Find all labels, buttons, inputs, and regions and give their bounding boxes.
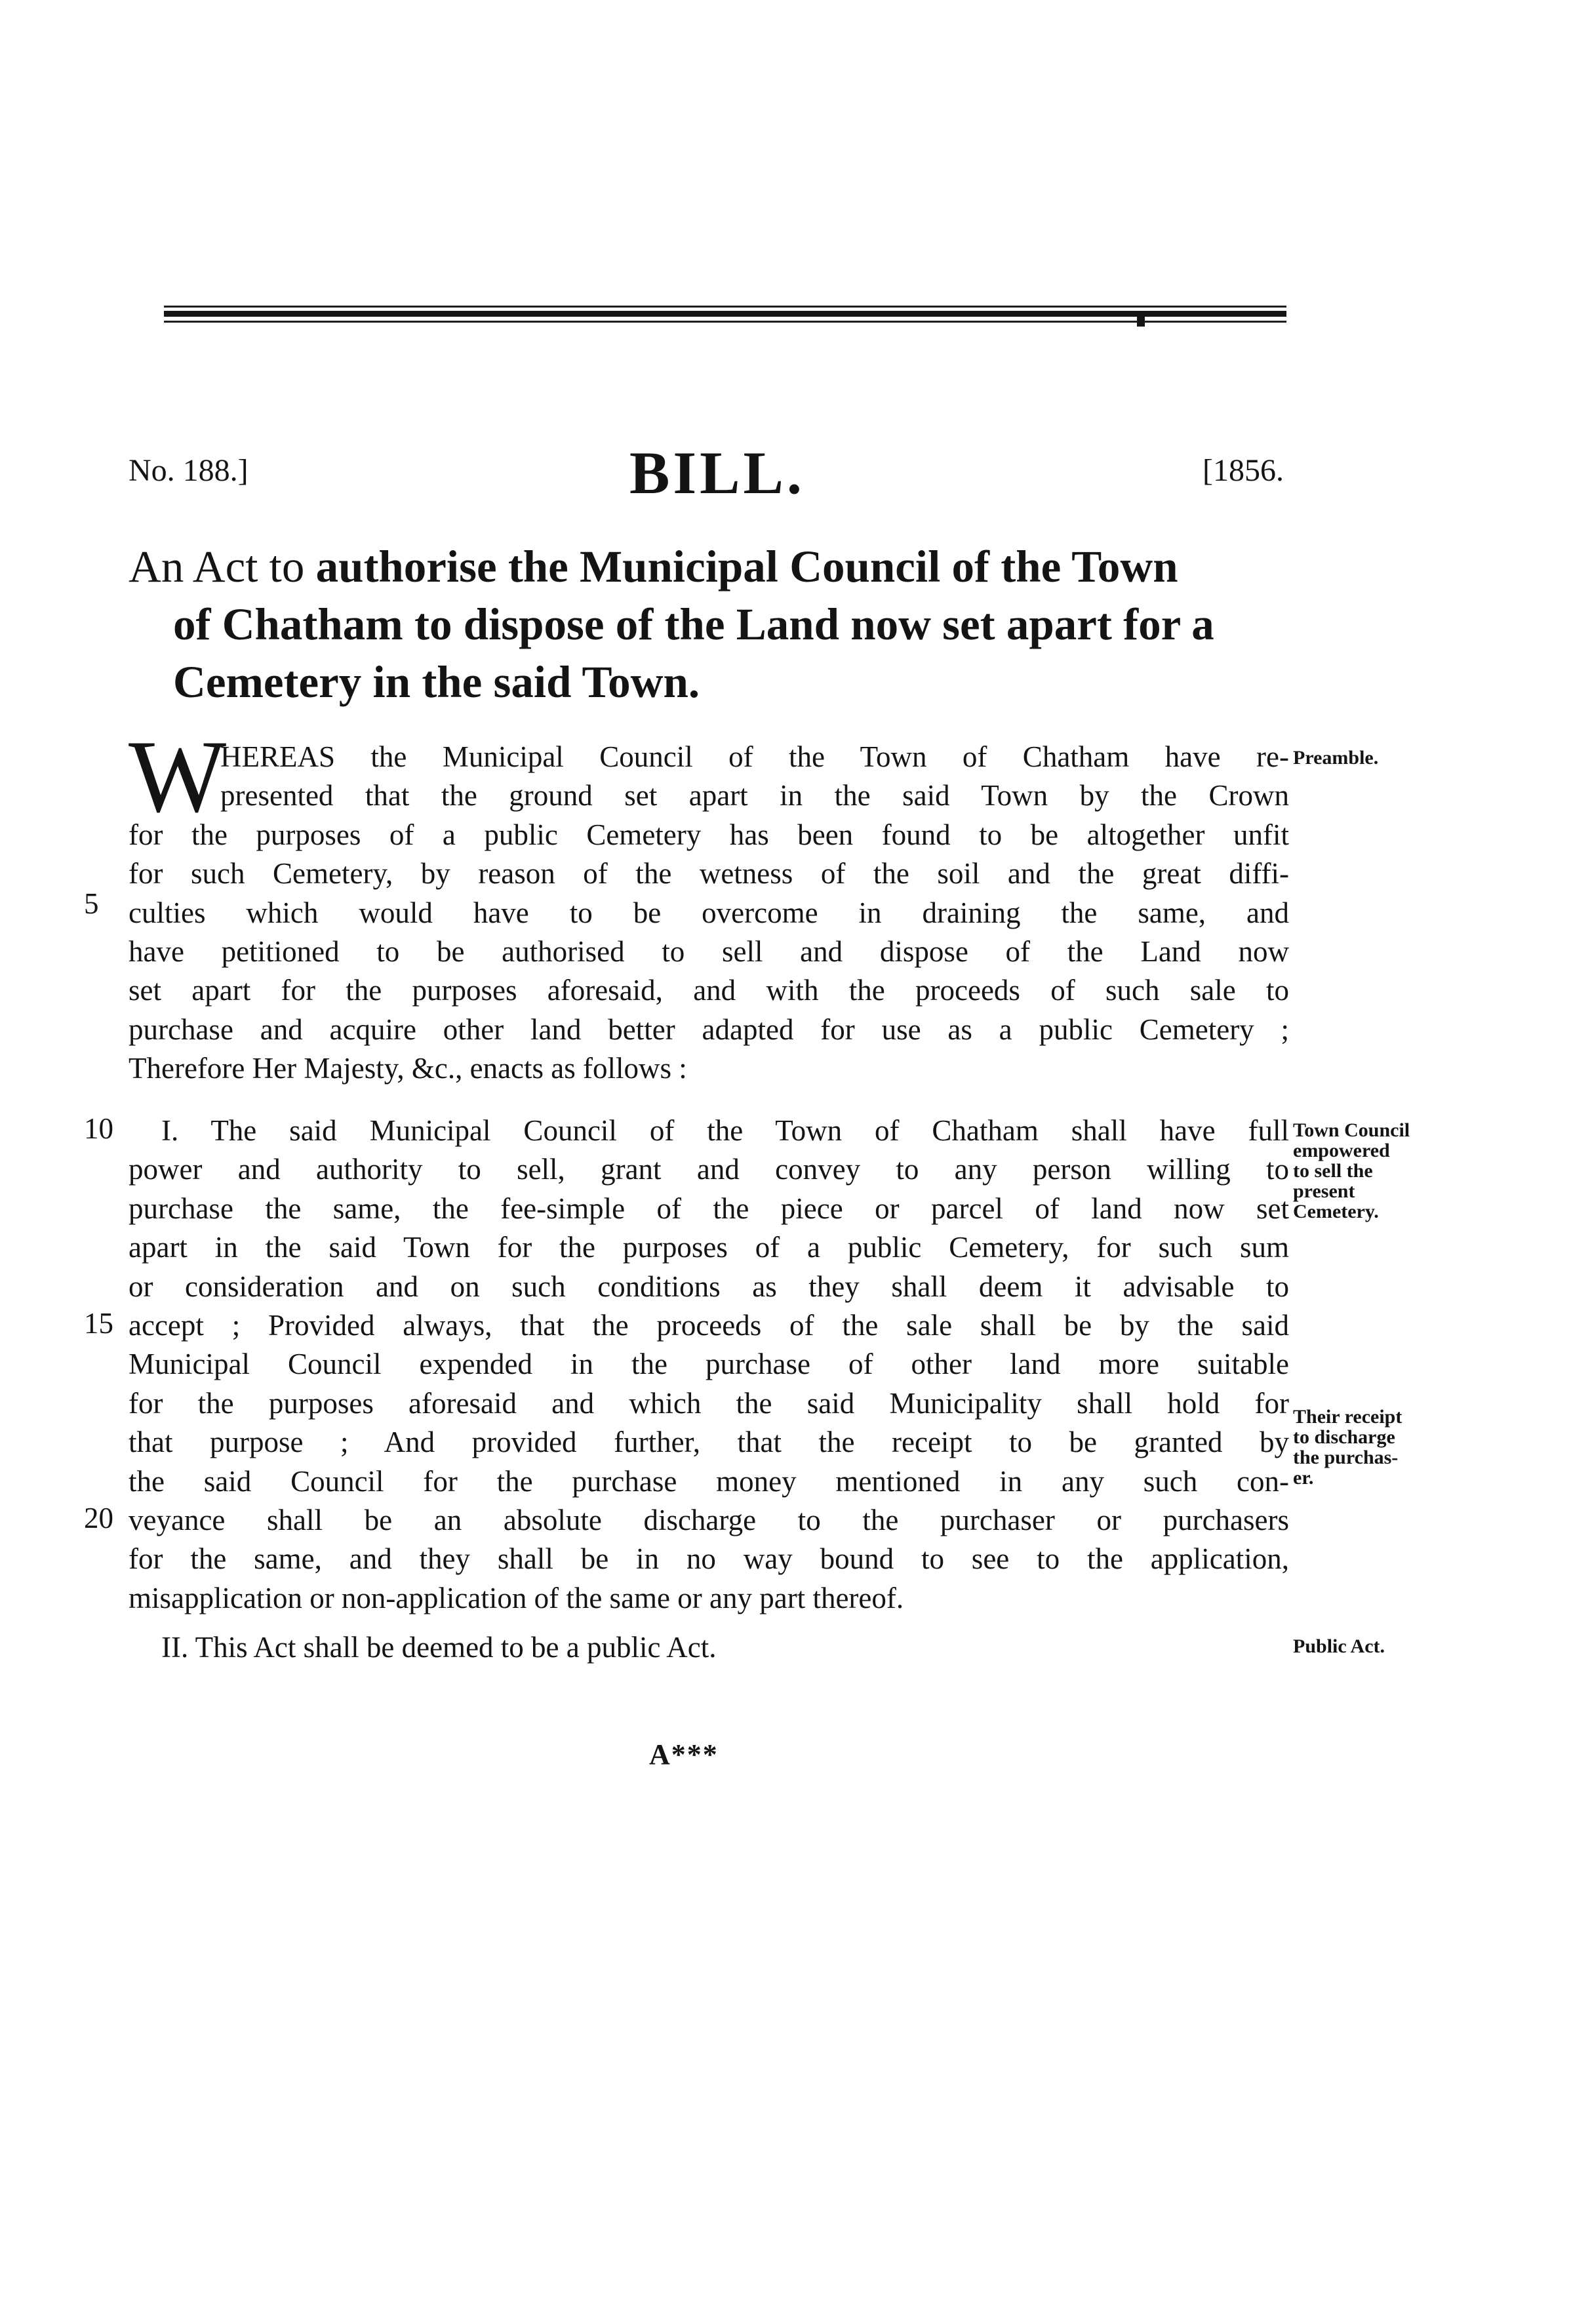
header-rule-bottom	[164, 321, 1286, 323]
section-1-line: Municipal Council expended in the purchase of other land more suitable	[129, 1348, 1289, 1381]
header-rule-top	[164, 306, 1286, 308]
preamble-line: for the purposes of a public Cemetery has been found to be altogether unfit	[129, 818, 1289, 851]
act-title-prefix: An Act to	[129, 542, 316, 591]
preamble-line: culties which would have to be overcome in draining the same, and	[129, 896, 1289, 929]
preamble-line: set apart for the purposes aforesaid, and with the proceeds of such sale to	[129, 974, 1289, 1007]
line-number: 15	[84, 1307, 113, 1340]
section-1-line: misapplication or non-application of the same or any part thereof.	[129, 1581, 904, 1614]
section-1-line: purchase the same, the fee-simple of the piece or parcel of land now set	[129, 1192, 1289, 1225]
margin-note-preamble: Preamble.	[1293, 747, 1379, 769]
section-1-line: or consideration and on such conditions as they shall deem it advisable to	[129, 1270, 1289, 1303]
section-2-paragraph	[129, 1628, 1289, 1667]
section-1-line: veyance shall be an absolute discharge to the purchaser or purchasers	[129, 1503, 1289, 1536]
act-title-line-3: Cemetery in the said Town.	[173, 657, 700, 707]
margin-note-town-council: Town Council empowered to sell the present Cemetery.	[1293, 1119, 1410, 1222]
section-1-line: for the same, and they shall be in no way bound to see to the application,	[129, 1542, 1289, 1576]
header-rule-thick	[164, 311, 1286, 317]
preamble-line: Therefore Her Majesty, &c., enacts as follows :	[129, 1052, 687, 1085]
section-1-line: apart in the said Town for the purposes of a public Cemetery, for such sum	[129, 1231, 1289, 1264]
bill-year: [1856.	[1203, 453, 1284, 488]
section-1-line: accept ; Provided always, that the proceeds of the sale shall be by the said	[129, 1308, 1289, 1342]
preamble-line: purchase and acquire other land better adapted for use as a public Cemetery ;	[129, 1012, 1289, 1046]
act-title	[129, 538, 1302, 711]
bill-number: No. 188.]	[129, 453, 249, 488]
preamble-line: have petitioned to be authorised to sell and dispose of the Land now	[129, 934, 1289, 968]
preamble-line: for such Cemetery, by reason of the wetness of the soil and the great diffi-	[129, 857, 1289, 891]
line-number: 10	[84, 1112, 113, 1145]
bill-heading: BILL.	[629, 439, 805, 506]
section-2-line: II. This Act shall be deemed to be a public Act.	[161, 1631, 717, 1664]
section-1-line: for the purposes aforesaid and which the said Municipality shall hold for	[129, 1386, 1289, 1420]
section-1-line: I. The said Municipal Council of the Town of Chatham shall have full	[161, 1114, 1289, 1147]
line-number: 5	[84, 887, 99, 920]
act-title-line-1-rest: authorise the Municipal Council of the Town	[315, 542, 1178, 591]
section-1-line: the said Council for the purchase money mentioned in any such con-	[129, 1464, 1289, 1498]
section-1-line: that purpose ; And provided further, that the receipt to be granted by	[129, 1426, 1289, 1459]
preamble-line: presented that the ground set apart in the said Town by the Crown	[220, 779, 1289, 812]
act-title-line-1	[129, 538, 1302, 595]
preamble-line: HEREAS the Municipal Council of the Town of Chatham have re-	[220, 740, 1289, 773]
margin-note-receipt: Their receipt to discharge the purchas- er.	[1293, 1406, 1402, 1489]
line-number: 20	[84, 1502, 113, 1534]
preamble-drop-cap: W	[129, 719, 227, 834]
header-rule-ornament	[1137, 313, 1145, 327]
act-title-line-2: of Chatham to dispose of the Land now set apart for a	[173, 599, 1214, 649]
preamble-paragraph	[129, 738, 1289, 1089]
section-1-line: power and authority to sell, grant and convey to any person willing to	[129, 1153, 1289, 1186]
margin-note-public-act: Public Act.	[1293, 1635, 1385, 1657]
section-1-paragraph	[129, 1112, 1289, 1618]
printer-signature: A***	[649, 1738, 719, 1771]
